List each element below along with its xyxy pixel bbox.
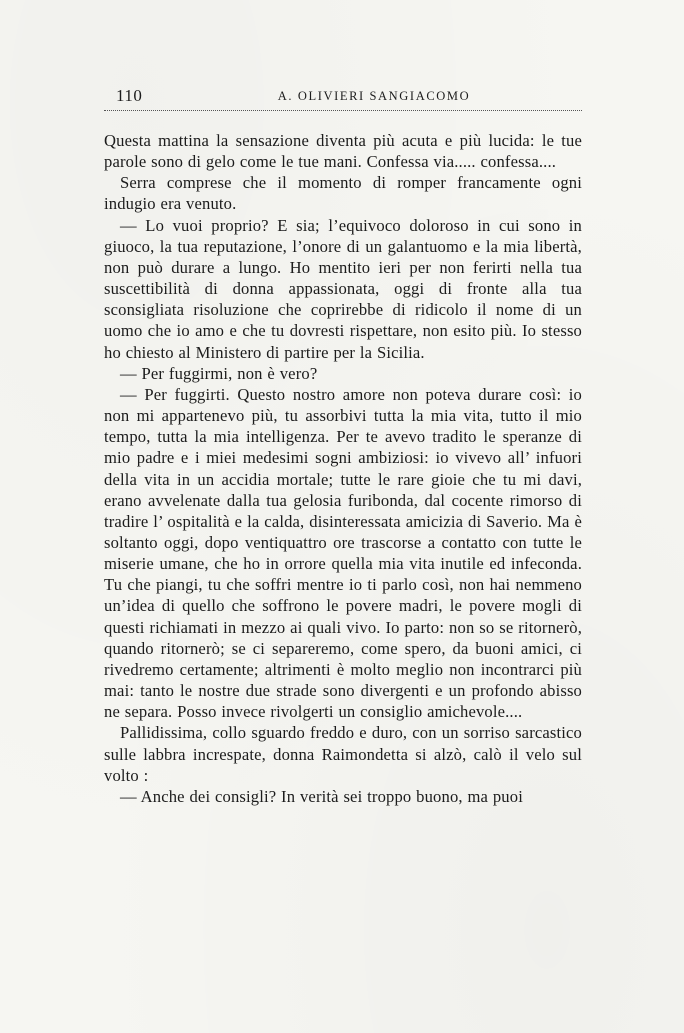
page-number: 110 — [116, 86, 143, 105]
running-title: A. OLIVIERI SANGIACOMO — [277, 89, 471, 103]
paragraph: — Lo vuoi proprio? E sia; l’equivoco doloroso in cui sono in giuoco, la tua reputazione, l’onore di un galantuomo e la mia libertà, non può durare a lungo. Ho mentito ieri per non ferirti nella tua suscettibilità di donna appassionata, oggi di fronte alla tua sconsigliata risoluzione che coprirebbe di ridicolo il nome di un uomo che io amo e che tu dovresti rispettare, non esito più. Io stesso ho chiesto al Ministero di partire per la Sicilia. — [104, 215, 582, 362]
body-text — [104, 130, 582, 807]
paragraph: — Anche dei consigli? In verità sei troppo buono, ma puoi — [120, 786, 523, 806]
paragraph: — Per fuggirmi, non è vero? — [120, 363, 318, 383]
paragraph: Pallidissima, collo sguardo freddo e duro, con un sorriso sarcastico sulle labbra increspate, donna Raimondetta si alzò, calò il velo sul volto : — [104, 723, 582, 785]
running-head — [104, 86, 584, 108]
header-rule — [104, 110, 582, 111]
paragraph: Serra comprese che il momento di romper francamente ogni indugio era venuto. — [104, 173, 582, 214]
paragraph: Questa mattina la sensazione diventa più acuta e più lucida: le tue parole sono di gelo come le tue mani. Confessa via..... confessa.... — [104, 131, 582, 172]
paragraph: — Per fuggirti. Questo nostro amore non poteva durare così: io non mi appartenevo più, tu assorbivi tutta la mia vita, tutto il mio tempo, tutta la mia intelligenza. Per te avevo tradito le speranze di mio padre e i miei medesimi sogni ambiziosi: io vivevo all’ infuori della vita in un accidia mortale; tutte le rare gioie che tu mi davi, erano avvelenate dalla tua gelosia furibonda, dal cocente rimorso di tradire l’ ospitalità e la calda, disinteressata amicizia di Saverio. Ma è soltanto oggi, dopo ventiquattro ore trascorse a contatto con tutte le miserie umane, che ho in orrore quella mia vita inutile ed infeconda. Tu che piangi, tu che soffri mentre io ti parlo così, non hai nemmeno un’idea di quello che soffrono le povere madri, le povere mogli di questi richiamati in mezzo ai quali vivo. Io parto: non so se ritornerò, quando ritornerò; se ci separeremo, come spero, da buoni amici, ci rivedremo certamente; altrimenti è molto meglio non incontrarci più mai: tanto le nostre due strade sono divergenti e un profondo abisso ne separa. Posso invece rivolgerti un consiglio amichevole.... — [104, 384, 582, 722]
